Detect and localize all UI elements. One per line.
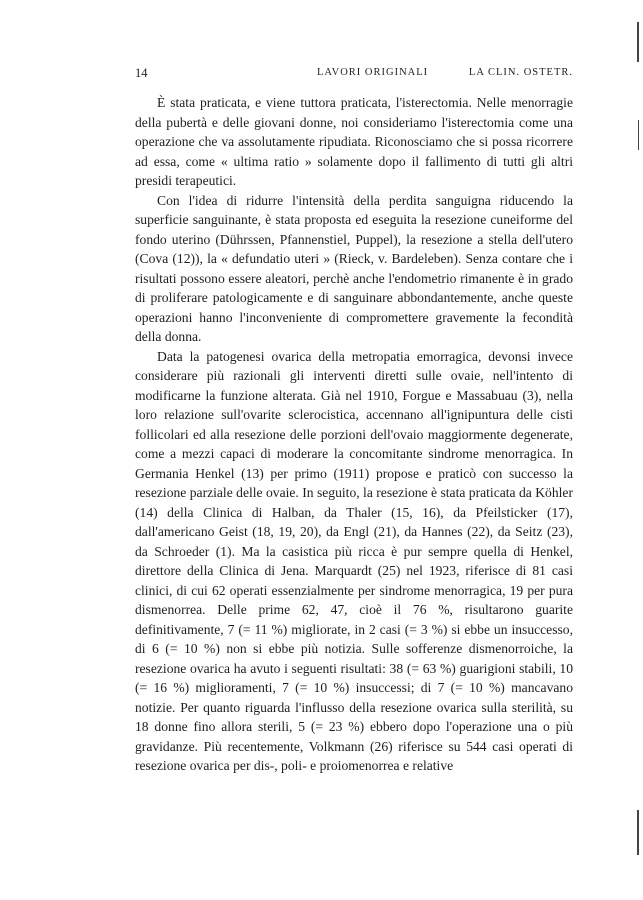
page-number: 14	[135, 66, 148, 80]
paragraph: È stata praticata, e viene tuttora praticata, l'isterectomia. Nelle menorragie della pubertà e delle giovani donne, noi consideriamo l'isterectomia come una operazione che va assolutamente ripudiata. Riconosciamo che si possa ricorrere ad essa, come « ultima ratio » solamente dopo il fallimento di tutti gli altri presidi terapeutici.	[135, 95, 573, 188]
scan-edge-mark	[637, 810, 639, 855]
journal-title: LA CLIN. OSTETR.	[468, 67, 573, 78]
paragraph: Con l'idea di ridurre l'intensità della perdita sanguigna riducendo la superficie sanguinante, è stata proposta ed eseguita la resezione cuneiforme del fondo uterino (Dührssen, Pfannenstiel, Puppel), la resezione a stella dell'utero (Cova (12)), la « defundatio uteri » (Rieck, v. Bardeleben). Senza contare che i risultati possono essere aleatori, perchè anche l'endometrio rimanente è in grado di proliferare patologicamente e di sanguinare abbondantemente, anche queste operazioni hanno l'inconveniente di compromettere gravemente la fecondità della donna.	[135, 192, 573, 344]
article-body	[135, 93, 573, 776]
scan-edge-mark	[637, 22, 639, 62]
running-title: LAVORI ORIGINALI	[317, 67, 429, 78]
paragraph: Data la patogenesi ovarica della metropatia emorragica, devonsi invece considerare più razionali gli interventi diretti sulle ovaie, nell'intento di modificarne la funzione alterata. Già nel 1910, Forgue e Massabuau (3), nella loro relazione sull'ovarite sclerocistica, accennano all'ignipuntura delle cisti follicolari ed alla resezione delle porzioni dell'ovaio maggiormente degenerate, come a mezzi capaci di moderare la concomitante sindrome menorragica. In Germania Henkel (13) per primo (1911) propose e praticò con successo la resezione parziale delle ovaie. In seguito, la resezione è stata praticata da Köhler (14) della Clinica di Halban, da Thaler (15, 16), da Pfeilsticker (17), dall'americano Geist (18, 19, 20), da Engl (21), da Hannes (22), da Seitz (23), da Schroeder (1). Ma la casistica più ricca è pur sempre quella di Henkel, direttore della Clinica di Jena. Marquardt (25) nel 1923, riferisce di 81 casi clinici, di cui 62 operati essenzialmente per sindrome menorragica, 19 per pura dismenorrea. Delle prime 62, 47, cioè il 76 %, risultarono guarite definitivamente, 7 (= 11 %) migliorate, in 2 casi (= 3 %) si ebbe un insuccesso, di 6 (= 10 %) non si ebbe più notizia. Sulle sofferenze dismenorroiche, la resezione ovarica ha avuto i seguenti risultati: 38 (= 63 %) guarigioni stabili, 10 (= 16 %) miglioramenti, 7 (= 10 %) insuccessi; di 7 (= 10 %) mancavano notizie. Per quanto riguarda l'influsso della resezione ovarica sulla sterilità, su 18 donne fino allora sterili, 5 (= 23 %) ebbero dopo l'operazione una o più gravidanze. Più recentemente, Volkmann (26) riferisce su 544 casi operati di resezione ovarica per dis-, poli- e proiomenorrea e relative	[135, 348, 573, 773]
scan-edge-mark	[638, 120, 639, 150]
running-header	[135, 66, 573, 84]
